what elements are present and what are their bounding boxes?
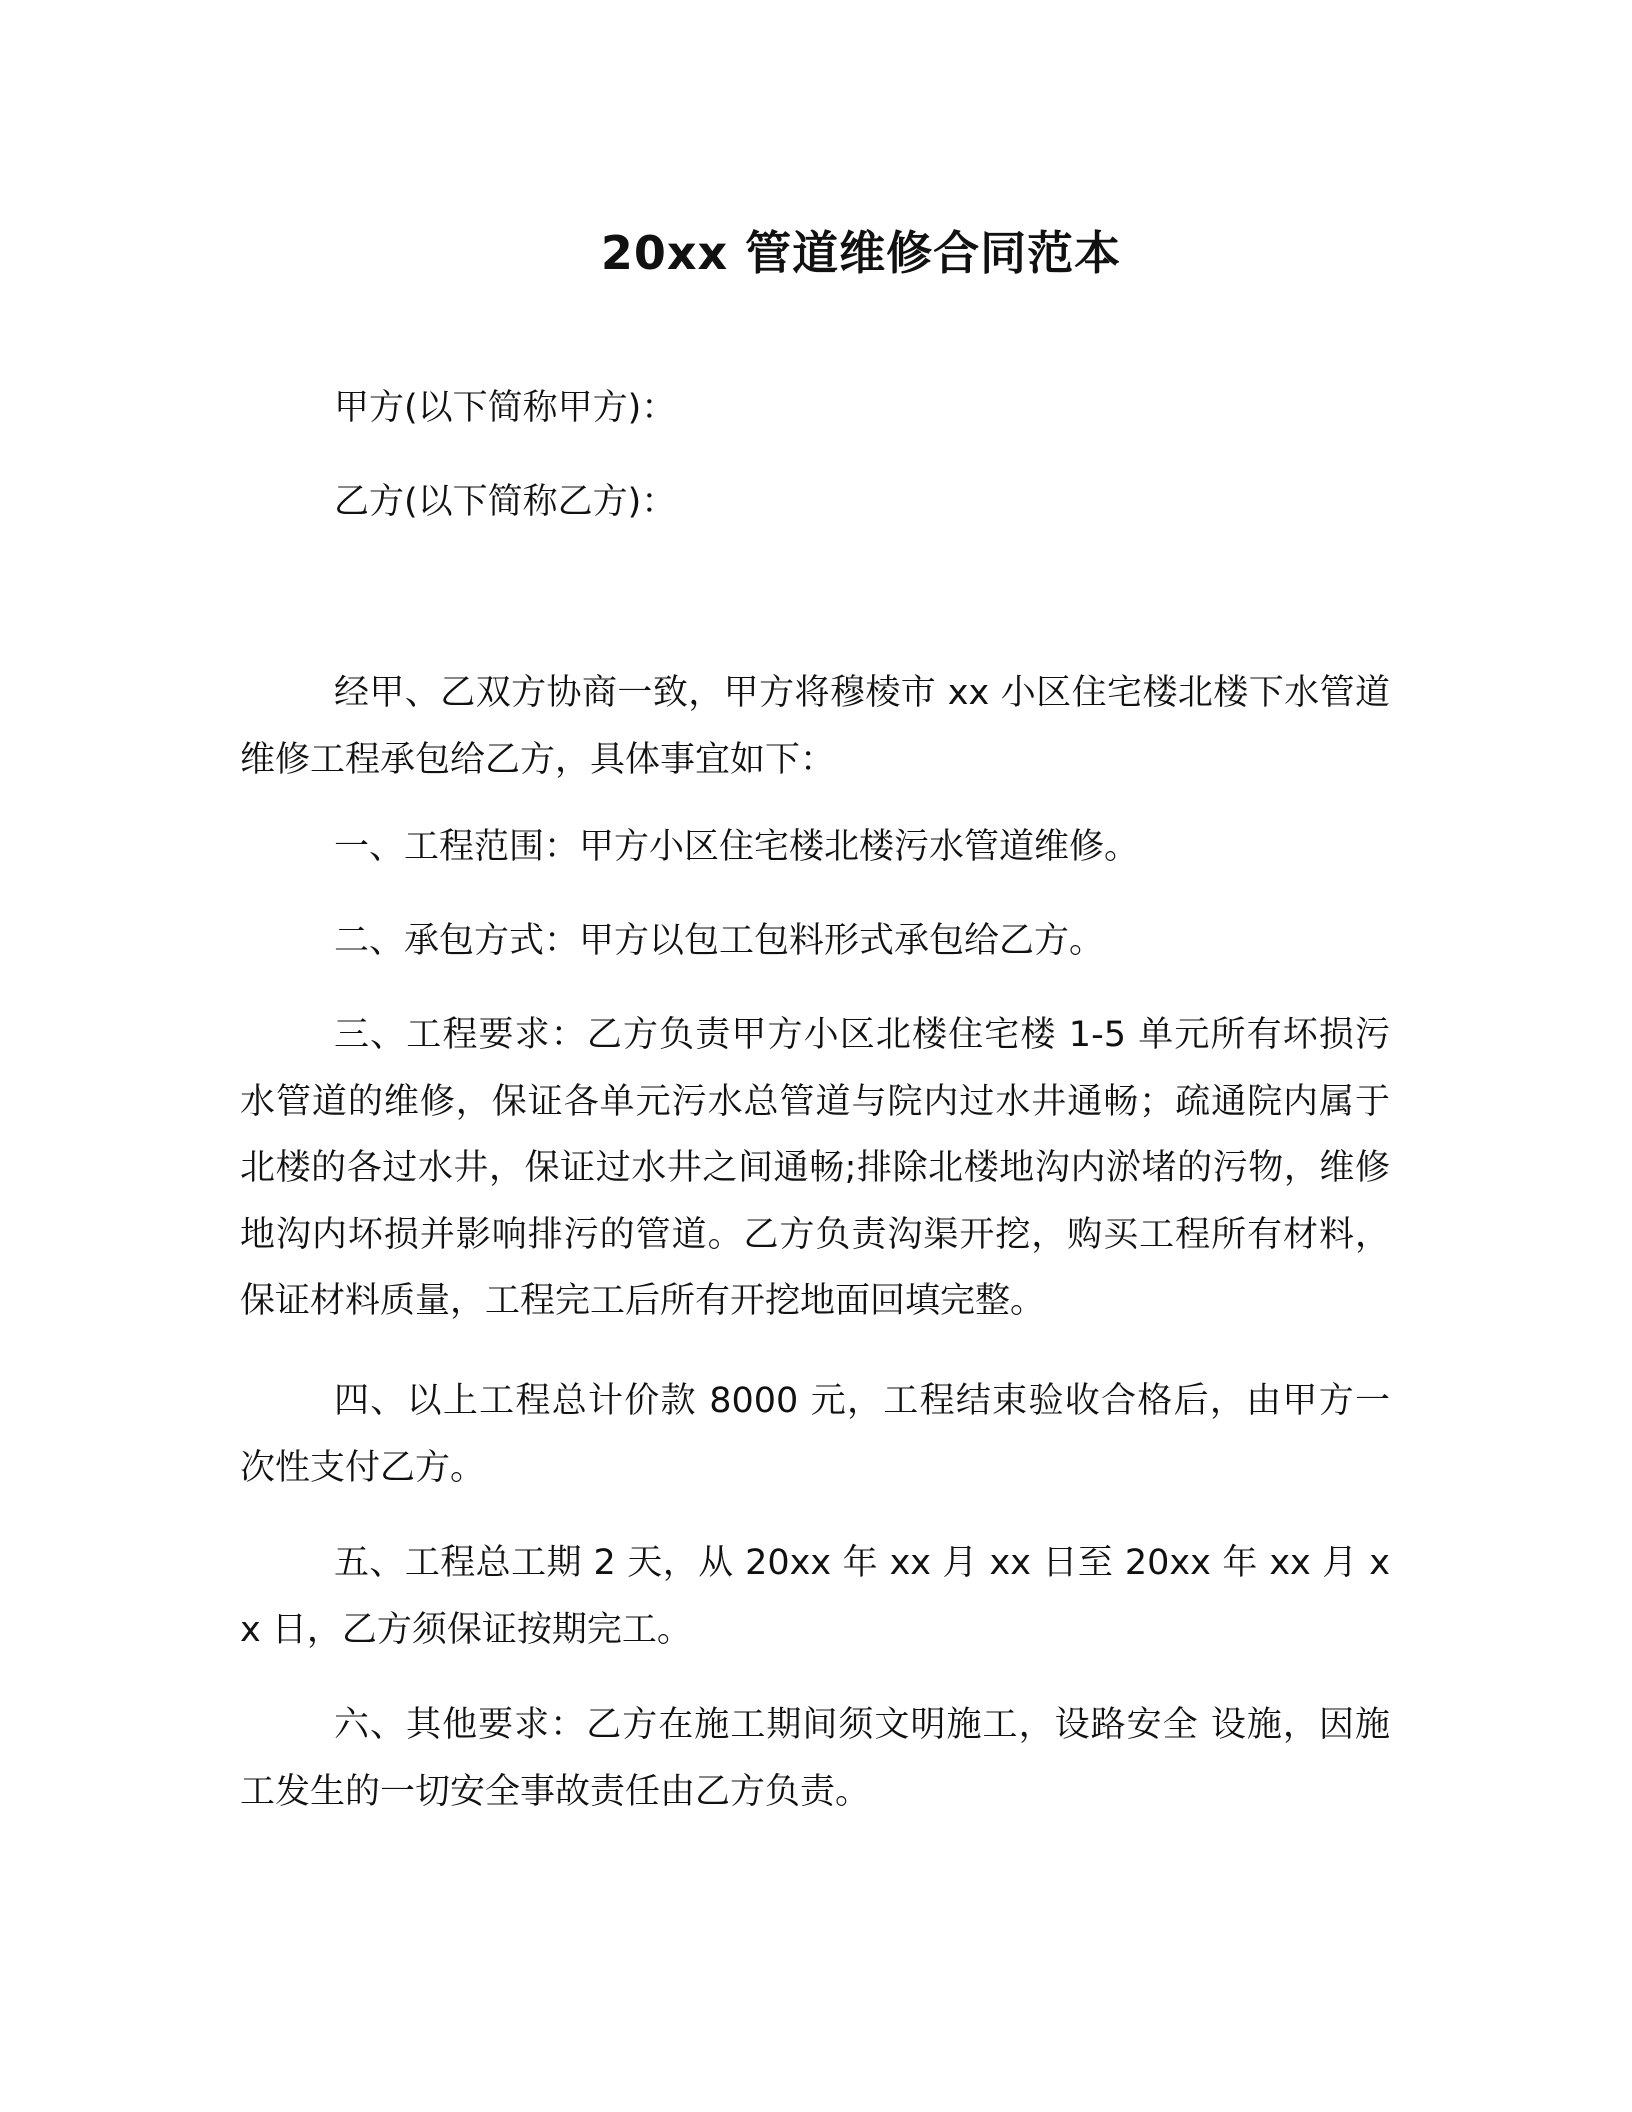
party-a-line: 甲方(以下简称甲方)： [334,388,677,428]
clause-2-contract-method: 二、承包方式：甲方以包工包料形式承包给乙方。 [334,921,1105,961]
document-title: 20xx 管道维修合同范本 [600,226,1122,280]
clause-5-schedule: 五、工程总工期 2 天，从 20xx 年 xx 月 xx 日至 20xx 年 xx 月 xx 日，乙方须保证按期完工。 [240,1543,1390,1650]
clause-6-other-requirements: 六、其他要求：乙方在施工期间须文明施工，设路安全 设施，因施工发生的一切安全事故责任由乙方负责。 [240,1705,1390,1812]
clause-4-price: 四、以上工程总计价款 8000 元，工程结束验收合格后，由甲方一次性支付乙方。 [240,1381,1390,1488]
clause-1-scope: 一、工程范围：甲方小区住宅楼北楼污水管道维修。 [334,827,1140,867]
party-b-line: 乙方(以下简称乙方)： [334,482,677,522]
intro-paragraph: 经甲、乙双方协商一致，甲方将穆棱市 xx 小区住宅楼北楼下水管道维修工程承包给乙方，具体事宜如下： [240,673,1390,780]
clause-3-requirements: 三、工程要求：乙方负责甲方小区北楼住宅楼 1-5 单元所有坏损污水管道的维修，保证各单元污水总管道与院内过水井通畅；疏通院内属于北楼的各过水井，保证过水井之间通畅;排除北楼地沟内淤堵的污物，维修地沟内坏损并影响排污的管道。乙方负责沟渠开挖，购买工程所有材料，保证材料质量，工程完工后所有开挖地面回填完整。 [240,1015,1390,1321]
